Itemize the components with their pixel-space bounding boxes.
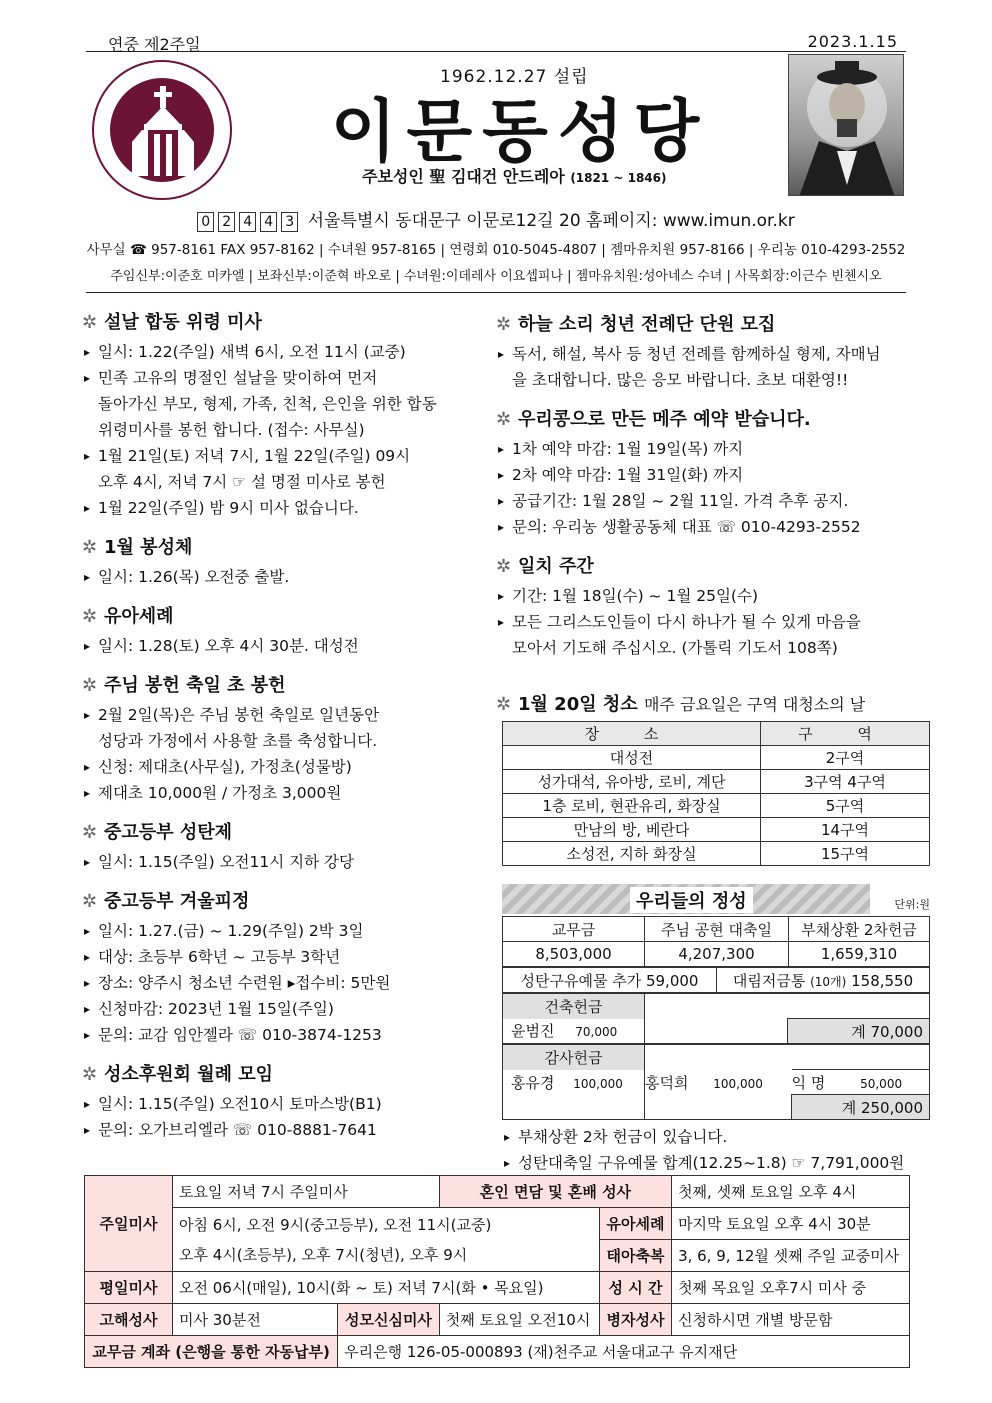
section-title: ✲ 일치 주간 — [496, 556, 594, 577]
right-column — [496, 310, 916, 673]
section-title: ✲ 성소후원회 월례 모임 — [82, 1064, 274, 1085]
list-item: ▸ 모든 그리스도인들이 다시 하나가 될 수 있게 마음을 — [496, 609, 916, 635]
table-row: 대성전 2구역 — [503, 746, 930, 770]
parish-seal — [92, 60, 232, 200]
asterisk-icon: ✲ — [496, 409, 512, 430]
list-item: 모아서 기도해 주십시오. (가톨릭 기도서 108쪽) — [512, 639, 838, 657]
offering-table: 교무금 주님 공현 대축일 부채상환 2차헌금 8,503,000 4,207,300 1,659,310 — [502, 916, 930, 967]
list-item: ▸ 공급기간: 1월 28일 ~ 2월 11일. 가격 추후 공지. — [496, 488, 916, 514]
section-title: ✲ 설날 합동 위령 미사 — [82, 312, 262, 333]
list-item: 위령미사를 봉헌 합니다. (접수: 사무실) — [98, 421, 365, 439]
list-item: ▸ 2차 예약 마감: 1월 31일(화) 까지 — [496, 462, 916, 488]
liturgical-week: 연중 제2주일 — [108, 35, 201, 54]
list-item: ▸ 일시: 1.15(주일) 오전11시 지하 강당 — [82, 849, 487, 875]
asterisk-icon: ✲ — [82, 1064, 98, 1085]
section-title: ✲ 1월 봉성체 — [82, 537, 193, 558]
patron-portrait — [788, 54, 904, 196]
asterisk-icon: ✲ — [496, 556, 512, 577]
list-item: 돌아가신 부모, 형제, 가족, 친척, 은인을 위한 합동 — [98, 395, 437, 413]
cleaning-section — [496, 690, 916, 866]
list-item: ▸ 제대초 10,000원 / 가정초 3,000원 — [82, 780, 487, 806]
list-item: ▸ 부채상환 2차 헌금이 있습니다. — [502, 1124, 930, 1150]
table-row: 1층 로비, 현관유리, 화장실 5구역 — [503, 794, 930, 818]
section-title: ✲ 유아세례 — [82, 606, 174, 627]
asterisk-icon: ✲ — [82, 537, 98, 558]
list-item: ▸ 일시: 1.27.(금) ~ 1.29(주일) 2박 3일 — [82, 918, 487, 944]
table-row: 소성전, 지하 화장실 15구역 — [503, 842, 930, 866]
notice-section — [82, 308, 487, 521]
cleaning-title: ✲ 1월 20일 청소 매주 금요일은 구역 대청소의 날 — [496, 694, 866, 715]
list-item: ▸ 민족 고유의 명절인 설날을 맞이하여 먼저 — [82, 365, 487, 391]
list-item: ▸ 1차 예약 마감: 1월 19일(목) 까지 — [496, 436, 916, 462]
notice-section — [82, 818, 487, 875]
list-item: ▸ 성탄대축일 구유예물 합계(12.25~1.8) ☞ 7,791,000원 — [502, 1150, 930, 1176]
asterisk-icon: ✲ — [82, 606, 98, 627]
church-icon — [94, 62, 234, 202]
asterisk-icon: ✲ — [496, 694, 512, 715]
unit-label: 단위:원 — [894, 898, 930, 911]
table-row: 성가대석, 유아방, 로비, 계단 3구역 4구역 — [503, 770, 930, 794]
list-item: ▸ 기간: 1월 18일(수) ~ 1월 25일(수) — [496, 583, 916, 609]
asterisk-icon: ✲ — [496, 314, 512, 335]
list-item: 오후 4시, 저녁 7시 ☞ 설 명절 미사로 봉헌 — [98, 473, 386, 491]
notice-section — [82, 887, 487, 1048]
asterisk-icon: ✲ — [82, 891, 98, 912]
list-item: ▸ 대상: 초등부 6학년 ~ 고등부 3학년 — [82, 944, 487, 970]
list-item: ▸ 문의: 교감 임안젤라 ☏ 010-3874-1253 — [82, 1022, 487, 1048]
notice-section — [82, 1060, 487, 1143]
left-column — [82, 308, 487, 1155]
parish-title: 이문동성당 — [330, 93, 710, 172]
list-item: ▸ 일시: 1.15(주일) 오전10시 토마스방(B1) — [82, 1091, 487, 1117]
list-item: ▸ 1월 21일(토) 저녁 7시, 1월 22일(주일) 09시 — [82, 443, 487, 469]
list-item: 성당과 가정에서 사용할 초를 축성합니다. — [98, 732, 378, 750]
list-item: 을 초대합니다. 많은 응모 바랍니다. 초보 대환영!! — [512, 371, 849, 389]
staff-list: 주임신부:이준호 미카엘 | 보좌신부:이준혁 바오로 | 수녀원:이데레사 이요셉피나 | 젬마유치원:성아네스 수녀 | 사목회장:이근수 빈첸시오 — [86, 265, 906, 293]
list-item: ▸ 1월 22일(주일) 밤 9시 미사 없습니다. — [82, 495, 487, 521]
notice-section — [496, 405, 916, 540]
section-title: ✲ 중고등부 겨울피정 — [82, 891, 250, 912]
patron-saint: 주보성인 聖 김대건 안드레아 (1821 ~ 1846) — [362, 167, 667, 186]
notice-section — [82, 533, 487, 590]
notice-section — [82, 602, 487, 659]
list-item: ▸ 장소: 양주시 청소년 수련원 ▸접수비: 5만원 — [82, 970, 487, 996]
list-item: ▸ 일시: 1.22(주일) 새벽 6시, 오전 11시 (교중) — [82, 339, 487, 365]
list-item: ▸ 문의: 오가브리엘라 ☏ 010-8881-7641 — [82, 1117, 487, 1143]
notice-section — [496, 310, 916, 393]
list-item: ▸ 2월 2일(목)은 주님 봉헌 축일로 일년동안 — [82, 702, 487, 728]
table-row: 만남의 방, 베란다 14구역 — [503, 818, 930, 842]
bulletin-date: 2023.1.15 — [807, 32, 898, 51]
asterisk-icon: ✲ — [82, 822, 98, 843]
section-title: ✲ 하늘 소리 청년 전례단 단원 모집 — [496, 314, 776, 335]
section-title: ✲ 중고등부 성탄제 — [82, 822, 232, 843]
list-item: ▸ 일시: 1.26(목) 오전중 출발. — [82, 564, 487, 590]
address-line: 0 2 4 4 3 서울특별시 동대문구 이문로12길 20 홈페이지: www.imun.or.kr — [86, 206, 906, 232]
section-title: ✲ 우리콩으로 만든 메주 예약 받습니다. — [496, 409, 811, 430]
established-date: 1962.12.27 설립 — [440, 67, 589, 87]
offering-banner: 우리들의 정성 — [502, 884, 870, 914]
offering-section: 우리들의 정성 단위:원 교무금 주님 공현 대축일 부채상환 2차헌금 8,503,000 4,207,300 1,659,310 성탄구유예물 추가 59,000 대림저금통 (10개) 158,550 건축헌금 윤범진 70,000 계 70,000 감사헌금 홍유경 100,000 홍덕희 100,000 익 명 50,000 계 250,000 ▸ 부채상환 2차 헌금이 있습니다. ▸ 성탄대축일 구유예물 합계(12.25~1.8) ☞ 7,791,000원 — [502, 884, 930, 1176]
list-item: ▸ 일시: 1.28(토) 오후 4시 30분. 대성전 — [82, 633, 487, 659]
phone-numbers: 사무실 ☎ 957-8161 FAX 957-8162 | 수녀원 957-8165 | 연령회 010-5045-4807 | 젬마유치원 957-8166 | 우리농 010-4293-2552 — [86, 242, 906, 258]
asterisk-icon: ✲ — [82, 675, 98, 696]
mass-schedule-table: 주일미사 토요일 저녁 7시 주일미사 혼인 면담 및 혼배 성사 첫째, 셋째 토요일 오후 4시 아침 6시, 오전 9시(중고등부), 오전 11시(교중) 오후 4시(초등부), 오후 7시(청년), 오후 9시 유아세례 마지막 토요일 오후 4시 30분 태아축복 3, 6, 9, 12월 셋째 주일 교중미사 평일미사 오전 06시(매일), 10시(화 ~ 토) 저녁 7시(화 • 목요일) 성 시 간 첫째 목요일 오후7시 미사 중 고해성사 미사 30분전 성모신심미사 첫째 토요일 오전10시 병자성사 신청하시면 개별 방문함 교무금 계좌 (은행을 통한 자동납부) 우리은행 126-05-000893 (재)천주교 서울대교구 유지재단 — [84, 1175, 910, 1368]
notice-section — [82, 671, 487, 806]
header-top — [86, 32, 906, 52]
list-item: ▸ 신청마감: 2023년 1월 15일(주일) — [82, 996, 487, 1022]
list-item: ▸ 문의: 우리농 생활공동체 대표 ☏ 010-4293-2552 — [496, 514, 916, 540]
list-item: ▸ 독서, 해설, 복사 등 청년 전례를 함께하실 형제, 자매님 — [496, 341, 916, 367]
notice-section — [496, 552, 916, 661]
list-item: ▸ 신청: 제대초(사무실), 가정초(성물방) — [82, 754, 487, 780]
asterisk-icon: ✲ — [82, 312, 98, 333]
cleaning-table: 장 소 구 역 대성전 2구역 성가대석, 유아방, 로비, 계단 3구역 4구역 1층 로비, 현관유리, 화장실 5구역 만남의 방, 베란다 14구역 소성전, 지하 화장실 15구역 — [502, 721, 930, 866]
section-title: ✲ 주님 봉헌 축일 초 봉헌 — [82, 675, 286, 696]
